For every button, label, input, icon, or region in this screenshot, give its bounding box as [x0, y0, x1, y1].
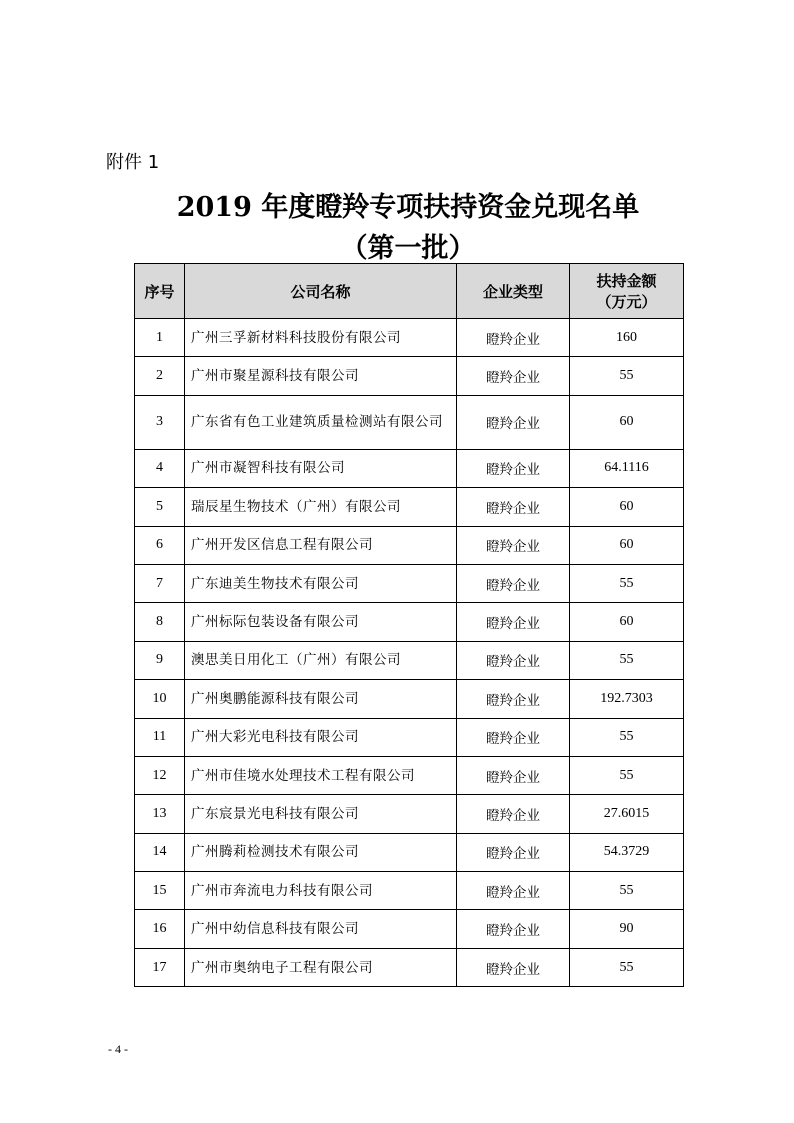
table-row: [135, 718, 684, 756]
table-row: [135, 395, 684, 449]
cell-amount: 90: [570, 910, 684, 948]
cell-no: 6: [135, 526, 185, 564]
cell-type: 瞪羚企业: [457, 872, 570, 910]
cell-amount: 27.6015: [570, 795, 684, 833]
cell-company: 广州三孚新材料科技股份有限公司: [185, 319, 457, 357]
cell-amount: 60: [570, 603, 684, 641]
cell-no: 15: [135, 872, 185, 910]
cell-no: 4: [135, 449, 185, 487]
cell-amount: 160: [570, 319, 684, 357]
cell-amount: 55: [570, 641, 684, 679]
header-amount-line2: （万元）: [596, 293, 657, 311]
table-row: [135, 833, 684, 871]
cell-no: 9: [135, 641, 185, 679]
cell-no: 3: [135, 395, 185, 449]
header-amount-line1: 扶持金额: [596, 272, 657, 290]
cell-type: 瞪羚企业: [457, 833, 570, 871]
table-row: [135, 488, 684, 526]
cell-company: 广东迪美生物技术有限公司: [185, 564, 457, 602]
cell-no: 11: [135, 718, 185, 756]
cell-company: 广州中幼信息科技有限公司: [185, 910, 457, 948]
table-row: [135, 948, 684, 986]
cell-company: 广州奥鹏能源科技有限公司: [185, 680, 457, 718]
funding-table: [134, 263, 684, 987]
header-amount: [570, 264, 684, 319]
table-row: [135, 357, 684, 395]
table-row: [135, 603, 684, 641]
cell-amount: 64.1116: [570, 449, 684, 487]
page-number: - 4 -: [108, 1042, 128, 1056]
cell-no: 10: [135, 680, 185, 718]
header-no: 序号: [135, 264, 185, 319]
table-row: [135, 756, 684, 794]
cell-company: 广州市奔流电力科技有限公司: [185, 872, 457, 910]
cell-type: 瞪羚企业: [457, 795, 570, 833]
table-row: [135, 795, 684, 833]
cell-type: 瞪羚企业: [457, 449, 570, 487]
cell-type: 瞪羚企业: [457, 603, 570, 641]
cell-amount: 55: [570, 756, 684, 794]
cell-amount: 60: [570, 488, 684, 526]
cell-no: 7: [135, 564, 185, 602]
cell-amount: 55: [570, 948, 684, 986]
cell-company: 广州大彩光电科技有限公司: [185, 718, 457, 756]
cell-company: 广州市佳境水处理技术工程有限公司: [185, 756, 457, 794]
table-row: [135, 910, 684, 948]
cell-no: 17: [135, 948, 185, 986]
table-row: [135, 319, 684, 357]
cell-type: 瞪羚企业: [457, 641, 570, 679]
document-subtitle: （第一批）: [340, 233, 476, 264]
cell-no: 12: [135, 756, 185, 794]
table-row: [135, 564, 684, 602]
cell-amount: 60: [570, 395, 684, 449]
table-row: [135, 526, 684, 564]
cell-company: 广州腾莉检测技术有限公司: [185, 833, 457, 871]
header-company: 公司名称: [185, 264, 457, 319]
cell-company: 广东省有色工业建筑质量检测站有限公司: [185, 395, 457, 449]
cell-type: 瞪羚企业: [457, 564, 570, 602]
cell-company: 广东宸景光电科技有限公司: [185, 795, 457, 833]
document-title: 2019 年度瞪羚专项扶持资金兑现名单: [176, 192, 640, 223]
cell-company: 广州市奥纳电子工程有限公司: [185, 948, 457, 986]
cell-no: 16: [135, 910, 185, 948]
cell-company: 广州市凝智科技有限公司: [185, 449, 457, 487]
cell-type: 瞪羚企业: [457, 488, 570, 526]
cell-amount: 55: [570, 357, 684, 395]
table-row: [135, 641, 684, 679]
attachment-label: 附件 1: [106, 152, 160, 173]
cell-company: 瑞辰星生物技术（广州）有限公司: [185, 488, 457, 526]
cell-amount: 60: [570, 526, 684, 564]
cell-type: 瞪羚企业: [457, 718, 570, 756]
cell-amount: 55: [570, 872, 684, 910]
cell-amount: 55: [570, 564, 684, 602]
cell-no: 13: [135, 795, 185, 833]
cell-no: 2: [135, 357, 185, 395]
cell-amount: 55: [570, 718, 684, 756]
cell-no: 1: [135, 319, 185, 357]
cell-company: 广州市聚星源科技有限公司: [185, 357, 457, 395]
cell-type: 瞪羚企业: [457, 680, 570, 718]
cell-amount: 54.3729: [570, 833, 684, 871]
cell-type: 瞪羚企业: [457, 357, 570, 395]
header-type: 企业类型: [457, 264, 570, 319]
cell-company: 广州标际包装设备有限公司: [185, 603, 457, 641]
cell-type: 瞪羚企业: [457, 319, 570, 357]
cell-type: 瞪羚企业: [457, 910, 570, 948]
table-row: [135, 680, 684, 718]
cell-amount: 192.7303: [570, 680, 684, 718]
cell-type: 瞪羚企业: [457, 395, 570, 449]
cell-type: 瞪羚企业: [457, 948, 570, 986]
cell-no: 14: [135, 833, 185, 871]
cell-type: 瞪羚企业: [457, 756, 570, 794]
table-header-row: [135, 264, 684, 319]
cell-company: 澳思美日用化工（广州）有限公司: [185, 641, 457, 679]
table-row: [135, 449, 684, 487]
cell-no: 8: [135, 603, 185, 641]
cell-type: 瞪羚企业: [457, 526, 570, 564]
cell-no: 5: [135, 488, 185, 526]
table-row: [135, 872, 684, 910]
cell-company: 广州开发区信息工程有限公司: [185, 526, 457, 564]
